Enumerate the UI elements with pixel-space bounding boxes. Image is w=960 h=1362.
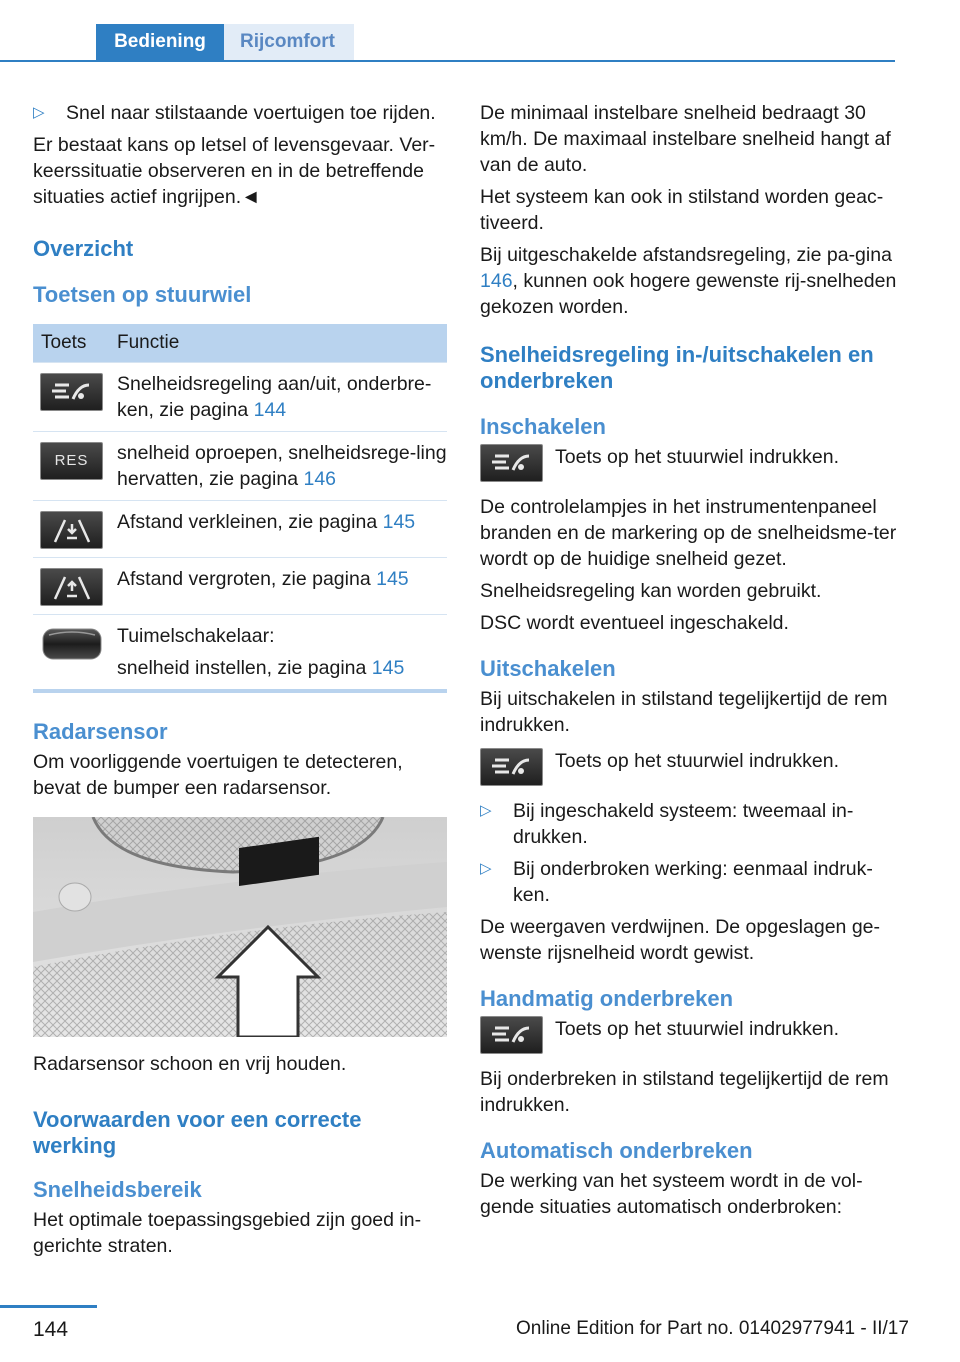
- heading-switch-off: Uitschakelen: [480, 656, 616, 681]
- usable-text: Snelheidsregeling kan worden gebruikt.: [480, 580, 822, 602]
- cruise-control-key-icon: [40, 373, 103, 411]
- page-link[interactable]: 146: [303, 468, 337, 490]
- table-row: [33, 500, 447, 557]
- table-cell: Snelheidsregeling aan/uit, onderbre-ken, zie pagina 144: [117, 373, 432, 421]
- table-row: [33, 557, 447, 614]
- key-instruction: [480, 444, 898, 482]
- right-column: [480, 100, 898, 1226]
- heading-auto-interrupt: Automatisch onderbreken: [480, 1138, 753, 1163]
- auto-interrupt-text: De werking van het systeem wordt in de vol-gende situaties automatisch onderbroken:: [480, 1170, 863, 1218]
- table-header: [33, 324, 447, 362]
- triangle-bullet-icon: ▷: [480, 802, 492, 819]
- table-row: [33, 431, 447, 500]
- keys-table: [33, 324, 447, 693]
- heading-speed-range: Snelheidsbereik: [33, 1177, 202, 1202]
- press-key-text: Toets op het stuurwiel indrukken.: [555, 446, 839, 468]
- bullet-item: ▷ Bij ingeschakeld systeem: tweemaal in-drukken.: [480, 800, 854, 848]
- heading-radar: Radarsensor: [33, 719, 168, 744]
- dsc-text: DSC wordt eventueel ingeschakeld.: [480, 612, 789, 634]
- key-instruction: [480, 1016, 898, 1054]
- res-key-icon: RES: [40, 442, 103, 480]
- page-link[interactable]: 145: [371, 657, 405, 679]
- warning-text: Er bestaat kans op letsel of levensgevaar. Ver-keerssituatie observeren en in de betreffende situaties actief ingrijpen.◄: [33, 134, 436, 208]
- cruise-control-key-icon: [480, 748, 543, 786]
- radar-text: Om voorliggende voertuigen te detecteren, bevat de bumper een radarsensor.: [33, 751, 403, 799]
- tab-rijcomfort[interactable]: Rijcomfort: [224, 24, 354, 60]
- page-link[interactable]: 146: [480, 270, 513, 292]
- heading-conditions: Voorwaarden voor een correcte werking: [33, 1107, 362, 1158]
- page-link[interactable]: 145: [382, 511, 416, 533]
- cruise-control-key-icon: [480, 444, 543, 482]
- speed-range-text: Het optimale toepassingsgebied zijn goed in-gerichte straten.: [33, 1209, 422, 1257]
- heading-manual-interrupt: Handmatig onderbreken: [480, 986, 734, 1011]
- page-link[interactable]: 144: [253, 399, 287, 421]
- heading-overview: Overzicht: [33, 236, 134, 261]
- distance-increase-key-icon: [40, 568, 103, 606]
- radar-clean-text: Radarsensor schoon en vrij houden.: [33, 1053, 347, 1075]
- distance-off-text: Bij uitgeschakelde afstandsregeling, zie pa-gina 146, kunnen ook hogere gewenste rij-snelheden gekozen worden.: [480, 244, 897, 318]
- display-off-text: De weergaven verdwijnen. De opgeslagen ge-wenste rijsnelheid wordt gewist.: [480, 916, 880, 964]
- indicator-text: De controlelampjes in het instrumentenpaneel branden en de markering op de snelheidsme-ter wordt op de huidige snelheid gezet.: [480, 496, 897, 570]
- rocker-switch-icon: [40, 625, 103, 663]
- table-row: [33, 362, 447, 431]
- press-key-text: Toets op het stuurwiel indrukken.: [555, 1018, 839, 1040]
- edition-text: Online Edition for Part no. 01402977941 - II/17: [516, 1318, 909, 1339]
- distance-decrease-key-icon: [40, 511, 103, 549]
- standstill-text: Het systeem kan ook in stilstand worden geac-tiveerd.: [480, 186, 884, 234]
- table-cell: snelheid oproepen, snelheidsrege-ling hervatten, zie pagina 146: [117, 442, 447, 490]
- page-number: 144: [33, 1318, 69, 1341]
- bullet-item: [33, 100, 447, 126]
- triangle-bullet-icon: ▷: [480, 860, 492, 877]
- col-header-key: Toets: [41, 332, 87, 353]
- section-tabs: [0, 24, 895, 62]
- table-cell: Tuimelschakelaar: snelheid instellen, zie pagina 145: [117, 625, 405, 679]
- table-cell: Afstand verkleinen, zie pagina 145: [117, 511, 416, 533]
- press-key-text: Toets op het stuurwiel indrukken.: [555, 750, 839, 772]
- footer-rule: [0, 1305, 97, 1308]
- cruise-control-key-icon: [480, 1016, 543, 1054]
- off-brake-text: Bij uitschakelen in stilstand tegelijkertijd de rem indrukken.: [480, 688, 888, 736]
- bullet-item: ▷ Bij onderbroken werking: eenmaal indruk-ken.: [480, 858, 873, 906]
- radar-sensor-photo: [33, 817, 447, 1037]
- heading-switch: Snelheidsregeling in-/uitschakelen en onderbreken: [480, 342, 874, 393]
- heading-switch-on: Inschakelen: [480, 414, 606, 439]
- bullet-text: Snel naar stilstaande voertuigen toe rijden.: [66, 102, 436, 124]
- key-instruction: [480, 748, 898, 786]
- tab-bediening[interactable]: Bediening: [96, 24, 224, 60]
- min-speed-text: De minimaal instelbare snelheid bedraagt 30 km/h. De maximaal instelbare snelheid hangt af van de auto.: [480, 102, 891, 176]
- left-column: [33, 100, 447, 1265]
- page-link[interactable]: 145: [376, 568, 409, 590]
- triangle-bullet-icon: ▷: [33, 104, 45, 121]
- table-row: [33, 614, 447, 689]
- col-header-function: Functie: [117, 332, 180, 353]
- table-cell: Afstand vergroten, zie pagina 145: [117, 568, 409, 590]
- heading-keys: Toetsen op stuurwiel: [33, 282, 252, 307]
- manual-brake-text: Bij onderbreken in stilstand tegelijkertijd de rem indrukken.: [480, 1068, 889, 1116]
